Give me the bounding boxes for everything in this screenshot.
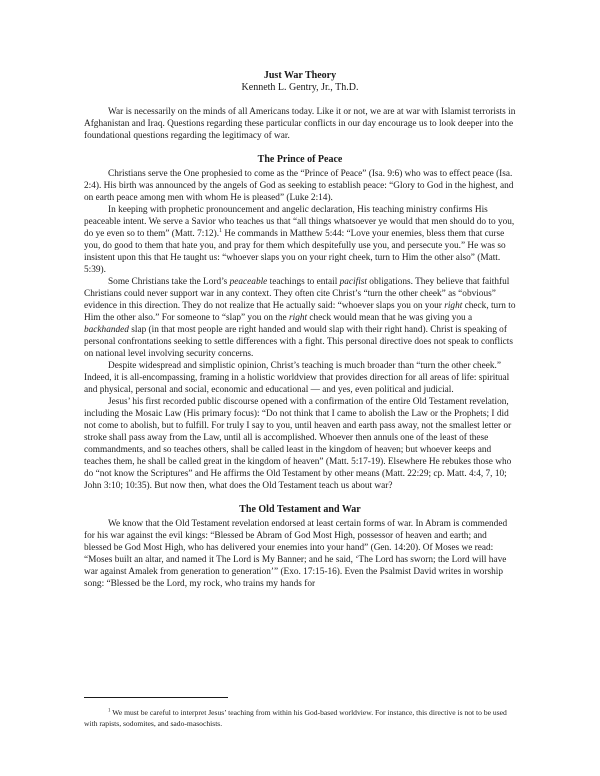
paragraph-text: He commands in Matthew 5:44: “Love your enemies, bless them that curse you, do good to them that hate you, and pray for them which despitefully use you, and persecute you.” He was so insistent upon this that He taught us: “whoever slaps you on your right cheek, turn to Him the other also” (Matt. 5:39). — [84, 229, 506, 275]
paragraph-old-testament-war: We know that the Old Testament revelation endorsed at least certain forms of war. In Abram is commended for his war against the evil kings: “Blessed be Abram of God Most High, possessor of heaven and earth; and blessed be God Most High, who has delivered your enemies into your hand” (Gen. 14:20). Of Moses we read: “Moses built an altar, and named it The Lord is My Banner; and he said, ‘The Lord has sworn; the Lord will have war against Amalek from generation to generation’” (Exo. 17:15-16). Even the Psalmist David writes in worship song: “Blessed be the Lord, my rock, who trains my hands for — [84, 519, 508, 589]
emphasis-text: right — [289, 313, 308, 323]
emphasis-text: pacifist — [339, 277, 367, 287]
paragraph-text: obligations. They believe that faithful Christians could never support war in any context. They often cite Christ’s “turn the other cheek” as “obvious” evidence in this direction. They do not realize that He actually said: “whoever slaps you on your — [84, 277, 510, 311]
paragraph-text: teachings to entail — [267, 277, 340, 287]
document-author: Kenneth L. Gentry, Jr., Th.D. — [241, 82, 359, 93]
emphasis-text: right — [444, 301, 463, 311]
paragraph-text: check would mean that he was giving you a — [307, 313, 473, 323]
section-heading-prince-of-peace: The Prince of Peace — [257, 154, 343, 165]
paragraph-text: check, turn to Him the other also.” For someone to “slap” you on the — [84, 301, 516, 323]
document-page — [84, 70, 516, 590]
document-title: Just War Theory — [263, 70, 337, 81]
paragraph-pacifist-view — [84, 276, 516, 360]
footnote-reference[interactable]: 1 — [219, 227, 223, 234]
footnote — [84, 707, 516, 729]
footnote-divider — [84, 697, 228, 698]
emphasis-text: backhanded — [84, 325, 129, 335]
footnote-text: We must be careful to interpret Jesus’ teaching from within his God-based worldview. For instance, this directive is not to be used with rapists, sodomites, and sado-masochists. — [84, 708, 507, 728]
section-heading-old-testament-war: The Old Testament and War — [239, 504, 361, 515]
footnote-number: 1 — [108, 708, 111, 714]
emphasis-text: peaceable — [229, 277, 268, 287]
paragraph-teaching-ministry — [84, 204, 516, 276]
paragraph-broader-teaching: Despite widespread and simplistic opinion, Christ’s teaching is much broader than “turn the other cheek.” Indeed, it is all-encompassing, framing in a holistic worldview that provides direction for all areas of life: spiritual and physical, personal and social, economic and educational — and yes, even political and judicial. — [84, 361, 510, 395]
paragraph-prince-of-peace: Christians serve the One prophesied to come as the “Prince of Peace” (Isa. 9:6) who was to effect peace (Isa. 2:4). His birth was announced by the angels of God as seeking to establish peace: “Glory to God in the highest, and on earth peace among men with whom He is pleased” (Luke 2:14). — [84, 169, 514, 203]
paragraph-text: In keeping with prophetic pronouncement and angelic declaration, His teaching ministry confirms His peaceable intent. We serve a Savior who teaches us that “all things whatsoever ye would that men should do to you, do ye even so to them” (Matt. 7:12). — [84, 205, 515, 239]
paragraph-text: Some Christians take the Lord’s — [108, 277, 230, 287]
intro-paragraph: War is necessarily on the minds of all Americans today. Like it or not, we are at war with Islamist terrorists in Afghanistan and Iraq. Questions regarding these particular conflicts in our day encourage us to look deeper into the foundational questions regarding the legitimacy of war. — [84, 107, 516, 141]
paragraph-text: slap (in that most people are right handed and would slap with their right hand). Christ is speaking of personal confrontations seeking to settle differences with a fight. This personal directive does not speak to conflicts on national level involving security concerns. — [84, 325, 514, 359]
paragraph-first-discourse: Jesus’ his first recorded public discourse opened with a confirmation of the entire Old Testament revelation, including the Mosaic Law (His primary focus): “Do not think that I came to abolish the Law or the Prophets; I did not come to abolish, but to fulfill. For truly I say to you, until heaven and earth pass away, not the smallest letter or stroke shall pass away from the Law, until all is accomplished. Whoever then annuls one of the least of these commandments, and so teaches others, shall be called least in the kingdom of heaven; but whoever keeps and teaches them, he shall be called great in the kingdom of heaven” (Matt. 5:17-19). Elsewhere He rebukes those who do “not know the Scriptures” and He affirms the Old Testament by other means (Matt. 22:29; cp. Matt. 4:4, 7, 10; John 3:10; 10:35). But now then, what does the Old Testament teach us about war? — [84, 397, 512, 491]
